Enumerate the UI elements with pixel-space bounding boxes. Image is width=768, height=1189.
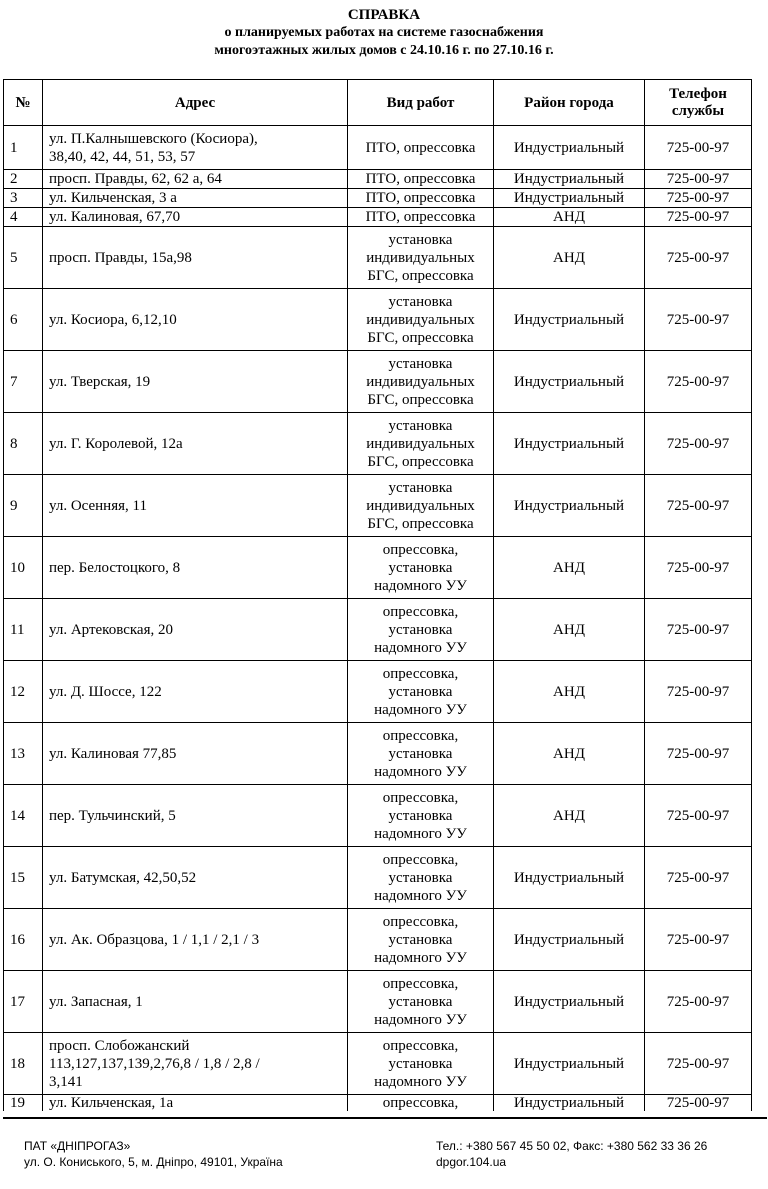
table-row: [4, 1033, 752, 1095]
row-work-type: опрессовка,: [348, 1095, 494, 1112]
row-number: 11: [4, 599, 43, 661]
table-row: [4, 909, 752, 971]
table-row: [4, 785, 752, 847]
row-address: ул. Ак. Образцова, 1 / 1,1 / 2,1 / 3: [43, 909, 348, 971]
row-number: 6: [4, 289, 43, 351]
table-row: [4, 208, 752, 227]
row-phone: 725-00-97: [645, 170, 752, 189]
table-row: [4, 847, 752, 909]
table-row: [4, 1095, 752, 1112]
table-row: [4, 170, 752, 189]
table-row: [4, 413, 752, 475]
document-subtitle-line-2: многоэтажных жилых домов с 24.10.16 г. по 27.10.16 г.: [214, 43, 554, 58]
row-number: 1: [4, 126, 43, 170]
row-work-type: установка индивидуальных БГС, опрессовка: [348, 475, 494, 537]
row-address: просп. Правды, 62, 62 а, 64: [43, 170, 348, 189]
row-phone: 725-00-97: [645, 351, 752, 413]
row-work-type: опрессовка, установка надомного УУ: [348, 785, 494, 847]
row-number: 3: [4, 189, 43, 208]
footer-organization: ПАТ «ДНІПРОГАЗ»: [24, 1139, 131, 1153]
row-number: 12: [4, 661, 43, 723]
row-address: ул. Д. Шоссе, 122: [43, 661, 348, 723]
row-work-type: опрессовка, установка надомного УУ: [348, 971, 494, 1033]
table-body: [4, 126, 752, 1112]
row-number: 14: [4, 785, 43, 847]
row-number: 13: [4, 723, 43, 785]
footer-website: dpgor.104.ua: [436, 1155, 507, 1169]
row-work-type: опрессовка, установка надомного УУ: [348, 723, 494, 785]
row-number: 9: [4, 475, 43, 537]
row-phone: 725-00-97: [645, 1033, 752, 1095]
row-work-type: опрессовка, установка надомного УУ: [348, 909, 494, 971]
row-phone: 725-00-97: [645, 971, 752, 1033]
row-address: ул. Тверская, 19: [43, 351, 348, 413]
row-district: Индустриальный: [494, 909, 645, 971]
row-number: 7: [4, 351, 43, 413]
table-header-row: [4, 80, 752, 126]
row-work-type: ПТО, опрессовка: [348, 208, 494, 227]
table-row: [4, 227, 752, 289]
row-address: ул. Артековская, 20: [43, 599, 348, 661]
table-row: [4, 723, 752, 785]
row-number: 8: [4, 413, 43, 475]
row-number: 10: [4, 537, 43, 599]
document-title: СПРАВКА: [347, 7, 421, 23]
row-address: ул. Осенняя, 11: [43, 475, 348, 537]
row-district: АНД: [494, 661, 645, 723]
row-phone: 725-00-97: [645, 723, 752, 785]
row-phone: 725-00-97: [645, 413, 752, 475]
footer-address: ул. О. Кониського, 5, м. Дніпро, 49101, Україна: [24, 1155, 283, 1169]
page-bottom-rule: [3, 1117, 767, 1119]
footer-left: [24, 1138, 283, 1170]
row-phone: 725-00-97: [645, 289, 752, 351]
table-row: [4, 189, 752, 208]
row-work-type: установка индивидуальных БГС, опрессовка: [348, 413, 494, 475]
row-address: пер. Тульчинский, 5: [43, 785, 348, 847]
row-district: Индустриальный: [494, 189, 645, 208]
table-row: [4, 537, 752, 599]
row-district: АНД: [494, 723, 645, 785]
row-work-type: ПТО, опрессовка: [348, 126, 494, 170]
row-address: ул. Кильченская, 3 а: [43, 189, 348, 208]
row-number: 19: [4, 1095, 43, 1112]
row-number: 2: [4, 170, 43, 189]
row-work-type: установка индивидуальных БГС, опрессовка: [348, 351, 494, 413]
row-number: 5: [4, 227, 43, 289]
column-header-district: Район города: [494, 80, 645, 126]
row-phone: 725-00-97: [645, 909, 752, 971]
row-address: ул. Запасная, 1: [43, 971, 348, 1033]
column-header-address: Адрес: [43, 80, 348, 126]
row-address: пер. Белостоцкого, 8: [43, 537, 348, 599]
row-work-type: установка индивидуальных БГС, опрессовка: [348, 289, 494, 351]
row-address: ул. Кильченская, 1а: [43, 1095, 348, 1112]
row-district: Индустриальный: [494, 1095, 645, 1112]
row-phone: 725-00-97: [645, 661, 752, 723]
row-address: просп. Слобожанский 113,127,137,139,2,76,8 / 1,8 / 2,8 / 3,141: [43, 1033, 348, 1095]
row-district: АНД: [494, 208, 645, 227]
row-address: ул. Батумская, 42,50,52: [43, 847, 348, 909]
table-row: [4, 475, 752, 537]
row-number: 16: [4, 909, 43, 971]
row-district: Индустриальный: [494, 170, 645, 189]
table-row: [4, 351, 752, 413]
row-district: АНД: [494, 785, 645, 847]
row-address: ул. Калиновая, 67,70: [43, 208, 348, 227]
document-header: [0, 0, 768, 60]
row-district: Индустриальный: [494, 126, 645, 170]
row-district: Индустриальный: [494, 475, 645, 537]
document-subtitle-line-1: о планируемых работах на системе газоснабжения: [224, 25, 544, 40]
row-phone: 725-00-97: [645, 227, 752, 289]
row-address: ул. Косиора, 6,12,10: [43, 289, 348, 351]
row-district: АНД: [494, 599, 645, 661]
works-table: [3, 79, 752, 1111]
row-district: Индустриальный: [494, 413, 645, 475]
row-work-type: опрессовка, установка надомного УУ: [348, 847, 494, 909]
row-district: Индустриальный: [494, 847, 645, 909]
row-number: 18: [4, 1033, 43, 1095]
column-header-work-type: Вид работ: [348, 80, 494, 126]
row-work-type: установка индивидуальных БГС, опрессовка: [348, 227, 494, 289]
row-address: ул. Г. Королевой, 12а: [43, 413, 348, 475]
row-work-type: ПТО, опрессовка: [348, 189, 494, 208]
row-district: Индустриальный: [494, 289, 645, 351]
table-row: [4, 126, 752, 170]
row-work-type: опрессовка, установка надомного УУ: [348, 599, 494, 661]
table-row: [4, 661, 752, 723]
row-phone: 725-00-97: [645, 785, 752, 847]
table-row: [4, 599, 752, 661]
row-district: Индустриальный: [494, 1033, 645, 1095]
row-phone: 725-00-97: [645, 1095, 752, 1112]
table-row: [4, 971, 752, 1033]
row-work-type: ПТО, опрессовка: [348, 170, 494, 189]
row-district: АНД: [494, 227, 645, 289]
row-phone: 725-00-97: [645, 475, 752, 537]
column-header-number: №: [4, 80, 43, 126]
row-number: 4: [4, 208, 43, 227]
row-phone: 725-00-97: [645, 208, 752, 227]
row-address: ул. П.Калнышевского (Косиора), 38,40, 42, 44, 51, 53, 57: [43, 126, 348, 170]
row-work-type: опрессовка, установка надомного УУ: [348, 661, 494, 723]
row-district: Индустриальный: [494, 351, 645, 413]
row-district: АНД: [494, 537, 645, 599]
row-phone: 725-00-97: [645, 189, 752, 208]
column-header-phone: Телефон службы: [645, 80, 752, 126]
footer-phones: Тел.: +380 567 45 50 02, Факс: +380 562 33 36 26: [436, 1139, 708, 1153]
row-phone: 725-00-97: [645, 599, 752, 661]
row-address: ул. Калиновая 77,85: [43, 723, 348, 785]
table-row: [4, 289, 752, 351]
row-address: просп. Правды, 15а,98: [43, 227, 348, 289]
row-district: Индустриальный: [494, 971, 645, 1033]
row-phone: 725-00-97: [645, 126, 752, 170]
row-number: 15: [4, 847, 43, 909]
row-number: 17: [4, 971, 43, 1033]
row-phone: 725-00-97: [645, 537, 752, 599]
row-work-type: опрессовка, установка надомного УУ: [348, 537, 494, 599]
row-work-type: опрессовка, установка надомного УУ: [348, 1033, 494, 1095]
footer-right: [436, 1138, 707, 1170]
row-phone: 725-00-97: [645, 847, 752, 909]
